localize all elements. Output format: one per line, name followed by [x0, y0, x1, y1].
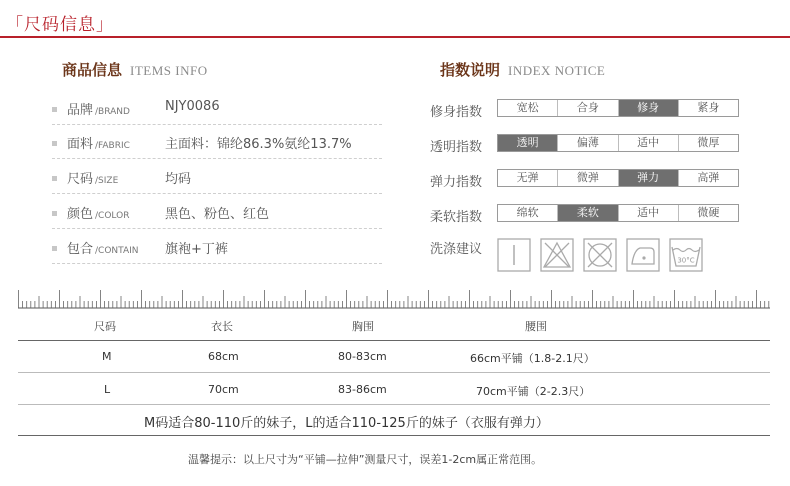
bullet-icon [52, 141, 57, 146]
row-divider [52, 263, 382, 264]
index-label: 修身指数 [430, 105, 483, 120]
info-row-contain [52, 238, 382, 272]
info-row-brand [52, 99, 382, 133]
index-option: 修身 [619, 100, 679, 116]
index-option: 透明 [498, 135, 558, 151]
info-row-color [52, 203, 382, 237]
index-option: 绵软 [498, 205, 558, 221]
header-divider [0, 36, 790, 38]
table-cell: 66cm平铺（1.8-2.1尺） [470, 352, 595, 365]
index-label: 柔软指数 [430, 210, 483, 225]
index-notice-title-en: INDEX NOTICE [508, 63, 606, 78]
items-info-title-en: ITEMS INFO [130, 63, 208, 78]
index-option: 合身 [558, 100, 618, 116]
table-cell: L [104, 383, 111, 396]
index-option: 弹力 [619, 170, 679, 186]
no-bleach-icon [540, 238, 574, 272]
table-cell: 68cm [208, 350, 239, 363]
info-label: 尺码 /SIZE [67, 172, 119, 187]
index-option: 微厚 [697, 136, 720, 149]
index-option: 偏薄 [558, 135, 618, 151]
no-tumble-dry-icon [583, 238, 617, 272]
table-cell: 70cm [208, 383, 239, 396]
index-option: 柔软 [558, 205, 618, 221]
info-value: 主面料：锦纶86.3%氨纶13.7% [165, 137, 352, 152]
table-divider [18, 404, 770, 405]
info-value: 均码 [165, 172, 192, 187]
col-header-waist: 腰围 [525, 320, 547, 333]
wash-icons [497, 238, 703, 272]
items-info-title-cn: 商品信息 [62, 61, 123, 79]
index-option: 宽松 [498, 100, 558, 116]
row-divider [52, 158, 382, 159]
index-option: 适中 [619, 135, 679, 151]
index-notice-title-cn: 指数说明 [440, 61, 501, 79]
info-label: 颜色 /COLOR [67, 207, 130, 222]
index-scale [497, 99, 739, 117]
index-option: 微弹 [558, 170, 618, 186]
index-scale [497, 134, 739, 152]
index-option: 无弹 [498, 170, 558, 186]
wash-label: 洗涤建议 [430, 242, 483, 257]
bullet-icon [52, 211, 57, 216]
row-divider [52, 228, 382, 229]
index-option: 微硬 [697, 206, 720, 219]
wash-30-icon [669, 238, 703, 272]
col-header-bust: 胸围 [352, 320, 374, 333]
iron-icon [626, 238, 660, 272]
table-cell: 83-86cm [338, 383, 387, 396]
items-info-title [62, 59, 208, 80]
index-scale [497, 169, 739, 187]
info-label: 面料 /FABRIC [67, 137, 130, 152]
bullet-icon [52, 107, 57, 112]
table-divider [18, 340, 770, 341]
info-label: 包合 /CONTAIN [67, 242, 139, 257]
info-row-fabric [52, 133, 382, 167]
info-value: 黑色、粉色、红色 [165, 207, 270, 222]
index-label: 弹力指数 [430, 175, 483, 190]
col-header-length: 衣长 [211, 320, 233, 333]
bullet-icon [52, 176, 57, 181]
table-cell: M [102, 350, 112, 363]
table-divider [18, 435, 770, 436]
info-value: NJY0086 [165, 99, 220, 114]
index-label: 透明指数 [430, 140, 483, 155]
col-header-size: 尺码 [94, 320, 116, 333]
ruler [18, 287, 770, 309]
index-option: 紧身 [697, 101, 720, 114]
table-cell: 70cm平铺（2-2.3尺） [476, 385, 591, 398]
hang-dry-icon [497, 238, 531, 272]
index-notice-title [440, 59, 605, 80]
info-value: 旗袍+丁裤 [165, 242, 228, 257]
table-divider [18, 372, 770, 373]
index-scale [497, 204, 739, 222]
bullet-icon [52, 246, 57, 251]
row-divider [52, 124, 382, 125]
table-cell: 80-83cm [338, 350, 387, 363]
info-label: 品牌 /BRAND [67, 103, 130, 118]
tip-text: 温馨提示：以上尺寸为“平铺—拉伸”测量尺寸，误差1-2cm属正常范围。 [188, 453, 543, 466]
index-option: 高弹 [697, 171, 720, 184]
wash-temp-label: 30°C [677, 256, 695, 265]
row-divider [52, 193, 382, 194]
size-note: M码适合80-110斤的妹子，L的适合110-125斤的妹子（衣服有弹力） [144, 416, 549, 431]
info-row-size [52, 168, 382, 202]
index-option: 适中 [619, 205, 679, 221]
page-title: 「尺码信息」 [6, 15, 114, 35]
